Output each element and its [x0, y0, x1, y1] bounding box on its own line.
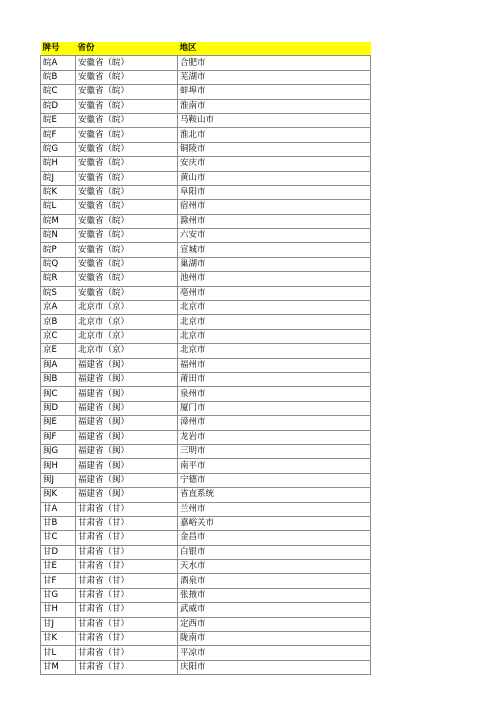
cell-plate[interactable]: 闽F: [41, 430, 76, 444]
table-row: [41, 459, 371, 473]
table-row: [41, 603, 371, 617]
cell-region[interactable]: 庆阳市: [178, 660, 371, 674]
cell-province[interactable]: 安徽省（皖）: [76, 99, 178, 113]
cell-plate[interactable]: 皖N: [41, 229, 76, 243]
cell-region[interactable]: 漳州市: [178, 416, 371, 430]
cell-region[interactable]: 南平市: [178, 459, 371, 473]
cell-plate[interactable]: 皖Q: [41, 257, 76, 271]
table-row: [41, 646, 371, 660]
table-row: [41, 99, 371, 113]
cell-province[interactable]: 北京市（京）: [76, 344, 178, 358]
cell-province[interactable]: 甘肃省（甘）: [76, 502, 178, 516]
cell-region[interactable]: 淮南市: [178, 99, 371, 113]
cell-province[interactable]: 甘肃省（甘）: [76, 545, 178, 559]
cell-region[interactable]: 嘉峪关市: [178, 516, 371, 530]
table-row: [41, 257, 371, 271]
cell-region[interactable]: 蚌埠市: [178, 85, 371, 99]
cell-region[interactable]: 阜阳市: [178, 185, 371, 199]
cell-province[interactable]: 安徽省（皖）: [76, 142, 178, 156]
table-row: [41, 545, 371, 559]
cell-plate[interactable]: 皖E: [41, 113, 76, 127]
table-row: [41, 531, 371, 545]
header-region[interactable]: 地区: [178, 42, 371, 56]
header-row: [41, 42, 371, 56]
table-row: [41, 502, 371, 516]
table-row: [41, 200, 371, 214]
cell-plate[interactable]: 闽K: [41, 488, 76, 502]
cell-plate[interactable]: 甘J: [41, 617, 76, 631]
cell-province[interactable]: 甘肃省（甘）: [76, 660, 178, 674]
table-row: [41, 560, 371, 574]
cell-province[interactable]: 安徽省（皖）: [76, 200, 178, 214]
cell-region[interactable]: 金昌市: [178, 531, 371, 545]
cell-plate[interactable]: 甘A: [41, 502, 76, 516]
cell-province[interactable]: 福建省（闽）: [76, 459, 178, 473]
cell-plate[interactable]: 甘L: [41, 646, 76, 660]
cell-province[interactable]: 甘肃省（甘）: [76, 560, 178, 574]
table-row: [41, 660, 371, 674]
cell-plate[interactable]: 皖L: [41, 200, 76, 214]
cell-region[interactable]: 黄山市: [178, 171, 371, 185]
cell-region[interactable]: 北京市: [178, 344, 371, 358]
cell-province[interactable]: 甘肃省（甘）: [76, 516, 178, 530]
table-row: [41, 315, 371, 329]
table-row: [41, 171, 371, 185]
cell-plate[interactable]: 闽D: [41, 401, 76, 415]
cell-region[interactable]: 泉州市: [178, 387, 371, 401]
table-row: [41, 214, 371, 228]
table-row: [41, 142, 371, 156]
table-row: [41, 56, 371, 70]
cell-region[interactable]: 陇南市: [178, 632, 371, 646]
table-row: [41, 516, 371, 530]
cell-plate[interactable]: 京A: [41, 301, 76, 315]
cell-region[interactable]: 铜陵市: [178, 142, 371, 156]
table-row: [41, 588, 371, 602]
cell-plate[interactable]: 皖K: [41, 185, 76, 199]
table-row: [41, 574, 371, 588]
header-plate[interactable]: 牌号: [41, 42, 76, 56]
table-row: [41, 372, 371, 386]
cell-region[interactable]: 兰州市: [178, 502, 371, 516]
cell-province[interactable]: 甘肃省（甘）: [76, 588, 178, 602]
cell-plate[interactable]: 京C: [41, 329, 76, 343]
cell-plate[interactable]: 闽B: [41, 372, 76, 386]
table-row: [41, 128, 371, 142]
cell-plate[interactable]: 皖C: [41, 85, 76, 99]
cell-province[interactable]: 甘肃省（甘）: [76, 574, 178, 588]
cell-region[interactable]: 芜湖市: [178, 70, 371, 84]
cell-plate[interactable]: 皖B: [41, 70, 76, 84]
cell-region[interactable]: 三明市: [178, 444, 371, 458]
cell-province[interactable]: 福建省（闽）: [76, 416, 178, 430]
table-row: [41, 229, 371, 243]
cell-plate[interactable]: 皖J: [41, 171, 76, 185]
table-row: [41, 344, 371, 358]
cell-region[interactable]: 福州市: [178, 358, 371, 372]
cell-province[interactable]: 甘肃省（甘）: [76, 531, 178, 545]
table-row: [41, 416, 371, 430]
cell-province[interactable]: 安徽省（皖）: [76, 113, 178, 127]
table-row: [41, 444, 371, 458]
cell-region[interactable]: 宿州市: [178, 200, 371, 214]
table-row: [41, 185, 371, 199]
cell-province[interactable]: 安徽省（皖）: [76, 85, 178, 99]
table-row: [41, 243, 371, 257]
table-row: [41, 488, 371, 502]
cell-region[interactable]: 平凉市: [178, 646, 371, 660]
cell-province[interactable]: 甘肃省（甘）: [76, 603, 178, 617]
table-row: [41, 272, 371, 286]
cell-province[interactable]: 安徽省（皖）: [76, 214, 178, 228]
table-row: [41, 632, 371, 646]
cell-region[interactable]: 天水市: [178, 560, 371, 574]
cell-region[interactable]: 龙岩市: [178, 430, 371, 444]
cell-region[interactable]: 武威市: [178, 603, 371, 617]
table-row: [41, 301, 371, 315]
cell-province[interactable]: 安徽省（皖）: [76, 243, 178, 257]
table-row: [41, 85, 371, 99]
table-row: [41, 617, 371, 631]
cell-plate[interactable]: 闽A: [41, 358, 76, 372]
cell-region[interactable]: 定西市: [178, 617, 371, 631]
cell-region[interactable]: 厦门市: [178, 401, 371, 415]
table-row: [41, 430, 371, 444]
cell-region[interactable]: 马鞍山市: [178, 113, 371, 127]
cell-plate[interactable]: 甘D: [41, 545, 76, 559]
cell-region[interactable]: 北京市: [178, 301, 371, 315]
cell-region[interactable]: 合肥市: [178, 56, 371, 70]
cell-plate[interactable]: 皖M: [41, 214, 76, 228]
cell-region[interactable]: 张掖市: [178, 588, 371, 602]
header-province[interactable]: 省份: [76, 42, 178, 56]
cell-province[interactable]: 安徽省（皖）: [76, 229, 178, 243]
cell-region[interactable]: 北京市: [178, 329, 371, 343]
cell-province[interactable]: 甘肃省（甘）: [76, 632, 178, 646]
cell-region[interactable]: 宣城市: [178, 243, 371, 257]
cell-region[interactable]: 酒泉市: [178, 574, 371, 588]
table-row: [41, 358, 371, 372]
cell-plate[interactable]: 甘C: [41, 531, 76, 545]
cell-province[interactable]: 北京市（京）: [76, 329, 178, 343]
cell-province[interactable]: 福建省（闽）: [76, 488, 178, 502]
cell-region[interactable]: 宁德市: [178, 473, 371, 487]
cell-province[interactable]: 福建省（闽）: [76, 358, 178, 372]
table-row: [41, 157, 371, 171]
cell-plate[interactable]: 皖P: [41, 243, 76, 257]
cell-plate[interactable]: 甘F: [41, 574, 76, 588]
cell-plate[interactable]: 闽H: [41, 459, 76, 473]
cell-plate[interactable]: 皖G: [41, 142, 76, 156]
cell-province[interactable]: 北京市（京）: [76, 301, 178, 315]
cell-province[interactable]: 甘肃省（甘）: [76, 646, 178, 660]
cell-province[interactable]: 福建省（闽）: [76, 444, 178, 458]
cell-province[interactable]: 安徽省（皖）: [76, 157, 178, 171]
table-row: [41, 401, 371, 415]
cell-region[interactable]: 池州市: [178, 272, 371, 286]
cell-plate[interactable]: 皖H: [41, 157, 76, 171]
cell-plate[interactable]: 皖S: [41, 286, 76, 300]
cell-region[interactable]: 滁州市: [178, 214, 371, 228]
cell-region[interactable]: 六安市: [178, 229, 371, 243]
cell-region[interactable]: 北京市: [178, 315, 371, 329]
cell-province[interactable]: 安徽省（皖）: [76, 185, 178, 199]
cell-plate[interactable]: 皖A: [41, 56, 76, 70]
cell-plate[interactable]: 甘E: [41, 560, 76, 574]
cell-plate[interactable]: 京E: [41, 344, 76, 358]
cell-plate[interactable]: 甘H: [41, 603, 76, 617]
cell-province[interactable]: 福建省（闽）: [76, 372, 178, 386]
cell-plate[interactable]: 甘K: [41, 632, 76, 646]
cell-province[interactable]: 甘肃省（甘）: [76, 617, 178, 631]
cell-province[interactable]: 安徽省（皖）: [76, 257, 178, 271]
cell-plate[interactable]: 皖D: [41, 99, 76, 113]
table-row: [41, 113, 371, 127]
cell-plate[interactable]: 闽G: [41, 444, 76, 458]
cell-province[interactable]: 北京市（京）: [76, 315, 178, 329]
cell-region[interactable]: 巢湖市: [178, 257, 371, 271]
table-row: [41, 329, 371, 343]
cell-region[interactable]: 白银市: [178, 545, 371, 559]
cell-plate[interactable]: 皖R: [41, 272, 76, 286]
cell-region[interactable]: 莆田市: [178, 372, 371, 386]
cell-plate[interactable]: 甘G: [41, 588, 76, 602]
cell-plate[interactable]: 闽C: [41, 387, 76, 401]
cell-province[interactable]: 安徽省（皖）: [76, 70, 178, 84]
table-header: [41, 42, 371, 56]
cell-province[interactable]: 安徽省（皖）: [76, 128, 178, 142]
cell-province[interactable]: 安徽省（皖）: [76, 272, 178, 286]
cell-province[interactable]: 安徽省（皖）: [76, 286, 178, 300]
cell-plate[interactable]: 甘B: [41, 516, 76, 530]
table-row: [41, 387, 371, 401]
cell-plate[interactable]: 闽J: [41, 473, 76, 487]
spreadsheet: [40, 42, 370, 675]
table-row: [41, 286, 371, 300]
cell-region[interactable]: 亳州市: [178, 286, 371, 300]
cell-plate[interactable]: 皖F: [41, 128, 76, 142]
cell-plate[interactable]: 闽E: [41, 416, 76, 430]
cell-plate[interactable]: 甘M: [41, 660, 76, 674]
cell-province[interactable]: 福建省（闽）: [76, 430, 178, 444]
cell-province[interactable]: 安徽省（皖）: [76, 56, 178, 70]
cell-province[interactable]: 福建省（闽）: [76, 401, 178, 415]
table-row: [41, 70, 371, 84]
cell-plate[interactable]: 京B: [41, 315, 76, 329]
cell-region[interactable]: 省直系统: [178, 488, 371, 502]
table-row: [41, 473, 371, 487]
table-body: [41, 56, 371, 675]
plate-table: [40, 42, 371, 675]
cell-province[interactable]: 福建省（闽）: [76, 473, 178, 487]
cell-province[interactable]: 福建省（闽）: [76, 387, 178, 401]
cell-province[interactable]: 安徽省（皖）: [76, 171, 178, 185]
cell-region[interactable]: 淮北市: [178, 128, 371, 142]
cell-region[interactable]: 安庆市: [178, 157, 371, 171]
